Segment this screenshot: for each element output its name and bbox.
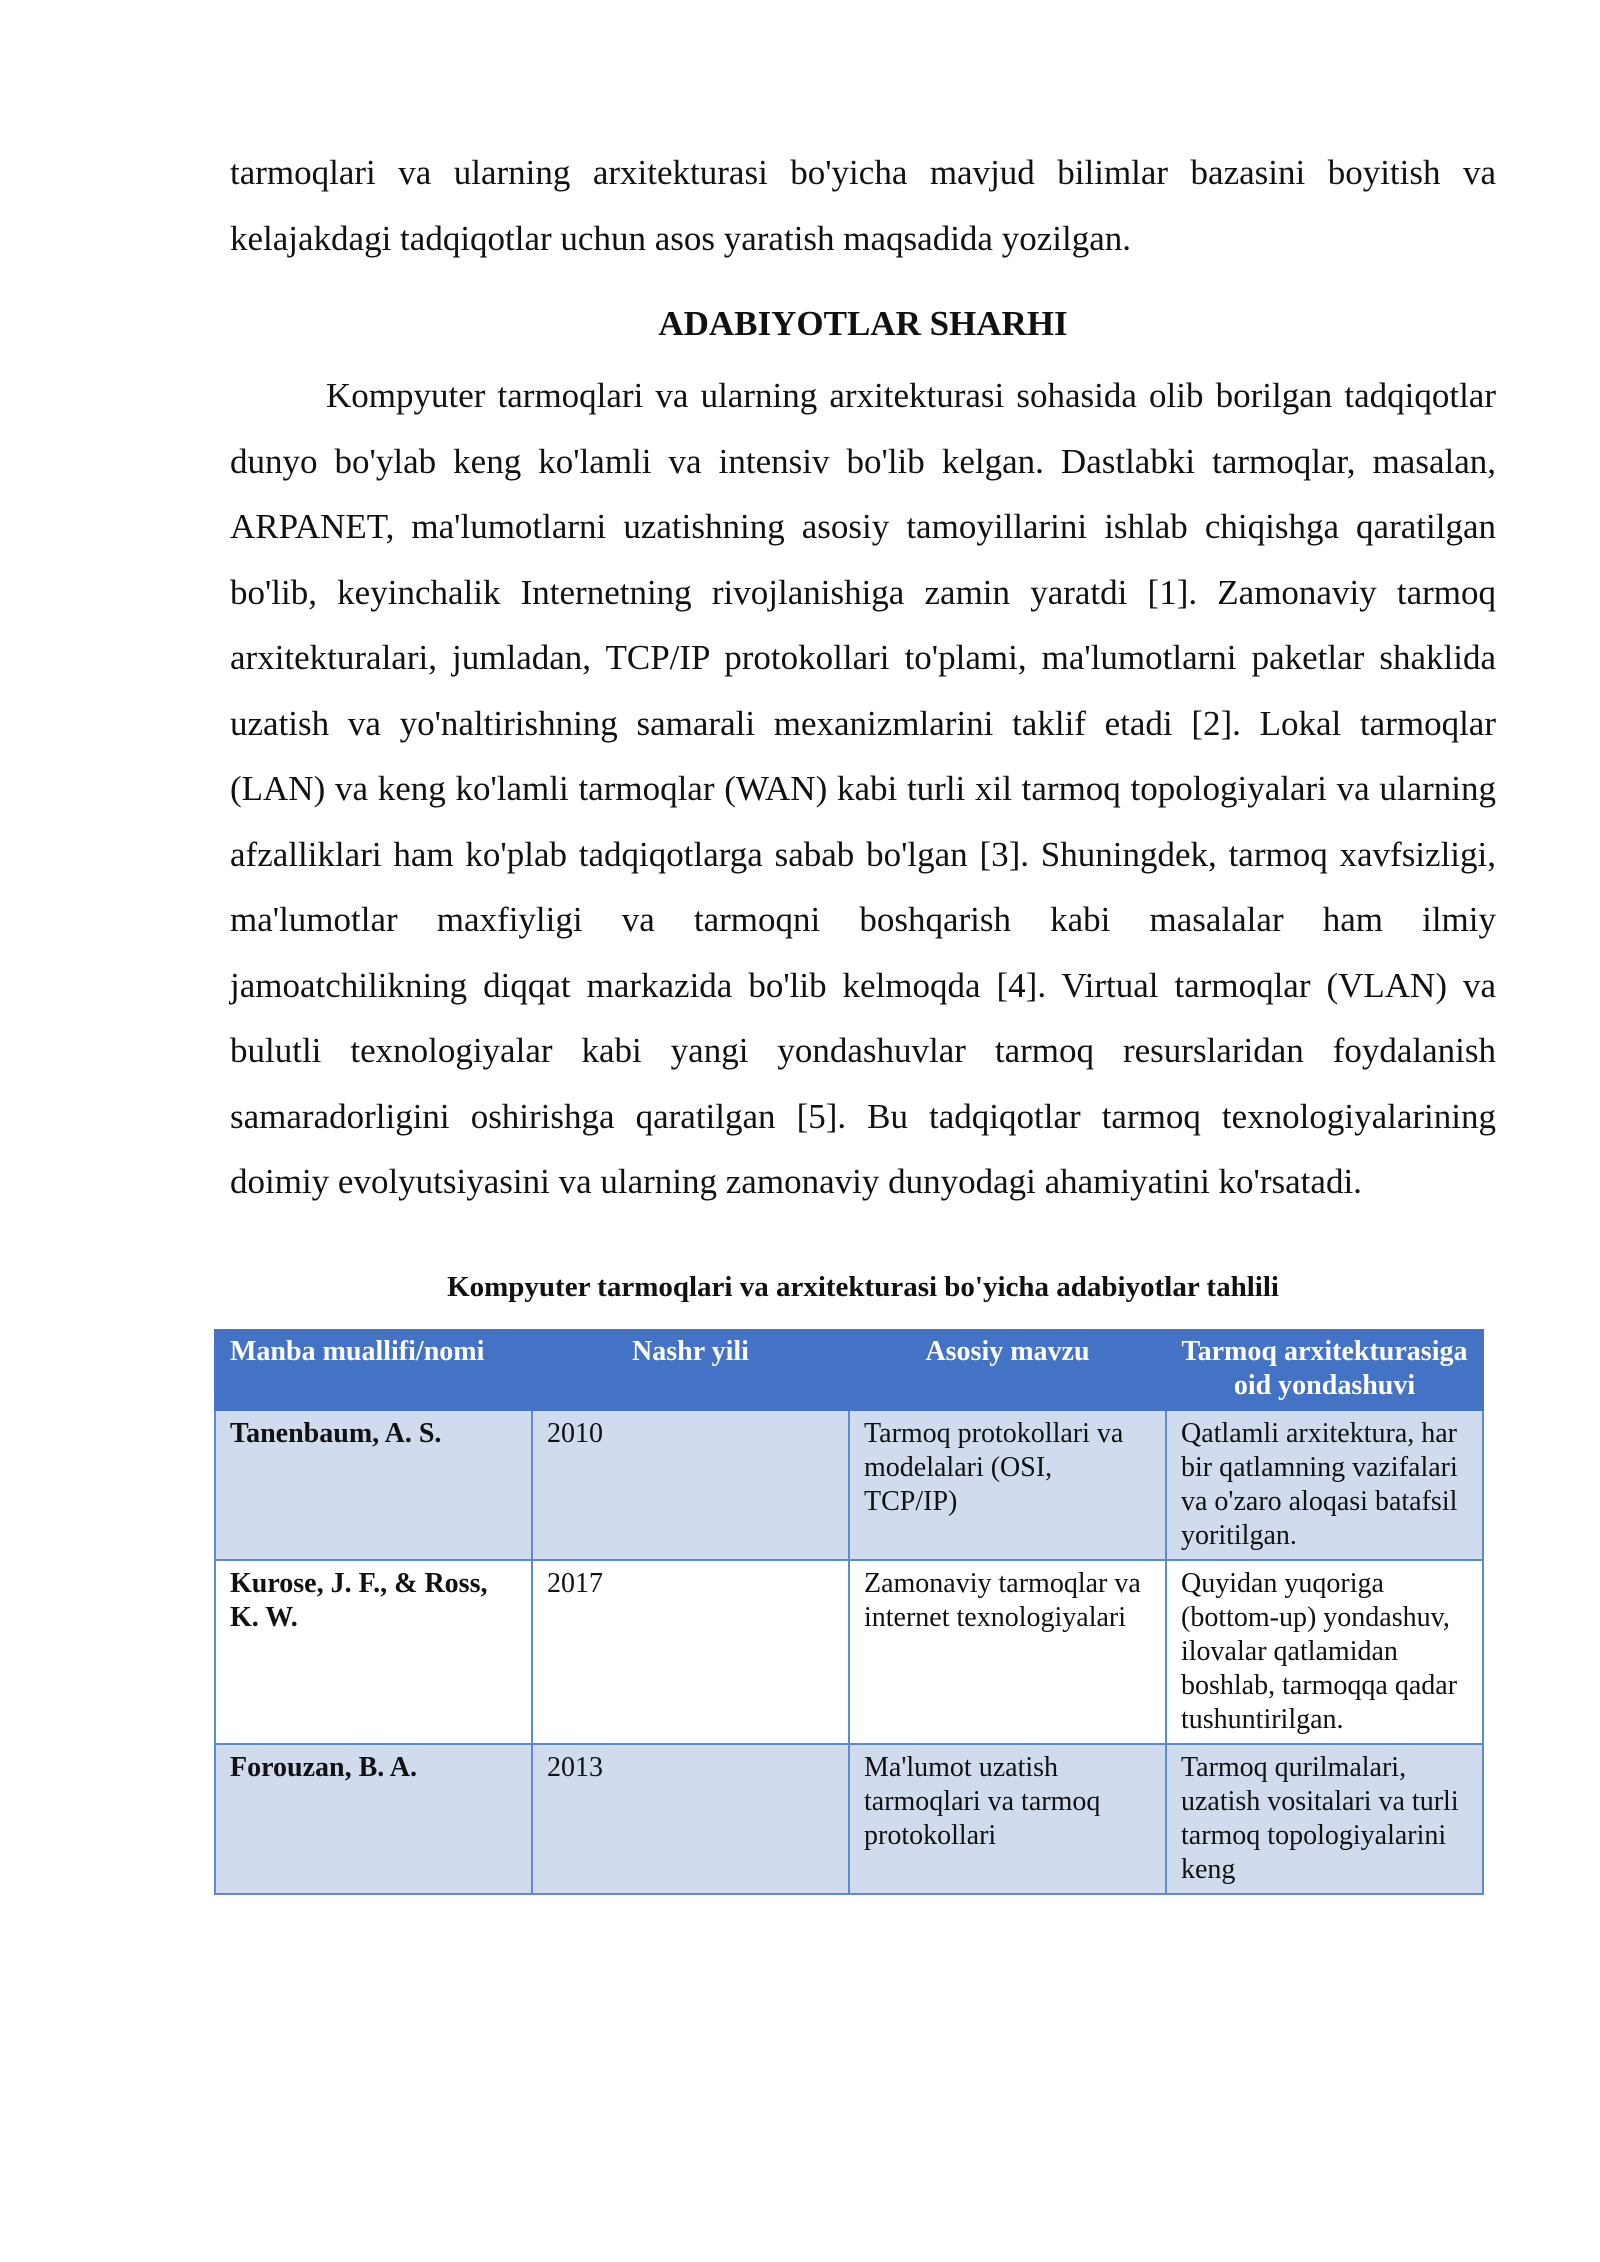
cell-topic: Tarmoq protokollari va modelalari (OSI, TCP/IP) xyxy=(849,1410,1166,1560)
table-caption: Kompyuter tarmoqlari va arxitekturasi bo'yicha adabiyotlar tahlili xyxy=(447,1270,1279,1303)
literature-table xyxy=(214,1329,1484,1895)
table-row xyxy=(215,1560,1483,1744)
header-publication-year: Nashr yili xyxy=(532,1330,849,1410)
table-header-row xyxy=(215,1330,1483,1410)
cell-year: 2013 xyxy=(532,1744,849,1894)
document-page xyxy=(230,140,1496,1895)
cell-topic: Zamonaviy tarmoqlar va internet texnologiyalari xyxy=(849,1560,1166,1744)
cell-author: Tanenbaum, A. S. xyxy=(215,1410,532,1560)
cell-year: 2010 xyxy=(532,1410,849,1560)
intro-paragraph: tarmoqlari va ularning arxitekturasi bo'yicha mavjud bilimlar bazasini boyitish va kelajakdagi tadqiqotlar uchun asos yaratish maqsadida yozilgan. xyxy=(230,153,1496,258)
header-architecture-approach: Tarmoq arxitekturasiga oid yondashuvi xyxy=(1166,1330,1483,1410)
header-main-topic: Asosiy mavzu xyxy=(849,1330,1166,1410)
table-row xyxy=(215,1410,1483,1560)
cell-year: 2017 xyxy=(532,1560,849,1744)
cell-approach: Qatlamli arxitektura, har bir qatlamning vazifalari va o'zaro aloqasi batafsil yoritilgan. xyxy=(1166,1410,1483,1560)
table-row xyxy=(215,1744,1483,1894)
section-heading: ADABIYOTLAR SHARHI xyxy=(658,304,1068,343)
literature-review-paragraph: Kompyuter tarmoqlari va ularning arxitekturasi sohasida olib borilgan tadqiqotlar dunyo bo'ylab keng ko'lamli va intensiv bo'lib kelgan. Dastlabki tarmoqlar, masalan, ARPANET, ma'lumotlarni uzatishning asosiy tamoyillarini ishlab chiqishga qaratilgan bo'lib, keyinchalik Internetning rivojlanishiga zamin yaratdi [1]. Zamonaviy tarmoq arxitekturalari, jumladan, TCP/IP protokollari to'plami, ma'lumotlarni paketlar shaklida uzatish va yo'naltirishning samarali mexanizmlarini taklif etadi [2]. Lokal tarmoqlar (LAN) va keng ko'lamli tarmoqlar (WAN) kabi turli xil tarmoq topologiyalari va ularning afzalliklari ham ko'plab tadqiqotlarga sabab bo'lgan [3]. Shuningdek, tarmoq xavfsizligi, ma'lumotlar maxfiyligi va tarmoqni boshqarish kabi masalalar ham ilmiy jamoatchilikning diqqat markazida bo'lib kelmoqda [4]. Virtual tarmoqlar (VLAN) va bulutli texnologiyalar kabi yangi yondashuvlar tarmoq resurslaridan foydalanish samaradorligini oshirishga qaratilgan [5]. Bu tadqiqotlar tarmoq texnologiyalarining doimiy evolyutsiyasini va ularning zamonaviy dunyodagi ahamiyatini ko'rsatadi. xyxy=(230,376,1496,1201)
cell-approach: Quyidan yuqoriga (bottom-up) yondashuv, ilovalar qatlamidan boshlab, tarmoqqa qadar tushuntirilgan. xyxy=(1166,1560,1483,1744)
cell-approach: Tarmoq qurilmalari, uzatish vositalari va turli tarmoq topologiyalarini keng xyxy=(1166,1744,1483,1894)
cell-author: Kurose, J. F., & Ross, K. W. xyxy=(215,1560,532,1744)
cell-author: Forouzan, B. A. xyxy=(215,1744,532,1894)
cell-topic: Ma'lumot uzatish tarmoqlari va tarmoq protokollari xyxy=(849,1744,1166,1894)
header-source-author: Manba muallifi/nomi xyxy=(215,1330,532,1410)
